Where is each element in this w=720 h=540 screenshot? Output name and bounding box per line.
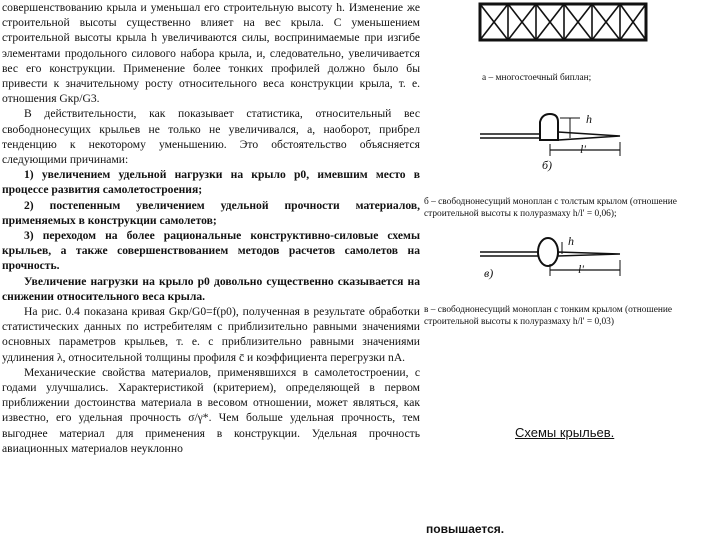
reason-2: 2) постепенным увеличением удельной прочности материалов, применяемых в конструкции самолетов; [2,198,420,227]
paragraph-2: В действительности, как показывает статистика, относительный вес свободнонесущих крыльев не только не увеличивался, а, наоборот, прибрел тенденцию к некоторому уменьшению. Это обстоятельство объясняется следующими причинами: [2,107,420,167]
paragraph-load: Увеличение нагрузки на крыло p0 довольно существенно сказывается на снижении относительного веса крыла. [2,274,420,303]
label-h-v: h [568,234,574,248]
caption-b: б – свободнонесущий моноплан с толстым крылом (отношение строительной высоты к полуразмаху h/l' = 0,06); [424,197,677,219]
paragraph-materials: Механические свойства материалов, применявшихся в самолетостроении, с годами улучшались. Характеристикой (критерием), определяющей в первом приближении достоинства материала в весовом отношении, может являться, как известно, его удельная прочность σ/γ*. Чем больше удельная прочность, тем выгоднее материал для применения в конструкции. Удельная прочность авиационных материалов неуклонно [2,365,420,455]
continued-text: повышается. [426,522,505,536]
thin-monoplane-figure [480,232,630,280]
figure-column [420,0,720,540]
paragraph-1: совершенствованию крыла и уменьшал его строительную высоту h. Изменение же строительной высоты существенно влияет на вес крыла. С уменьшением строительной высоты крыла h увеличиваются силы, воспринимаемые при изгибе элементами продольного силового набора крыла, и, следовательно, увеличивается вес его конструкции. Применение более тонких профилей должно было бы привести к значительному росту относительного веса конструкции крыла, т. е. отношения Gкр/G3. [2,1,420,106]
thick-monoplane-figure [480,110,630,172]
caption-a: а – многостоечный биплан; [482,73,592,83]
reason-3: 3) переходом на более рациональные конструктивно-силовые схемы крыльев, а также совершенствованием методов расчетов самолетов на прочность. [2,229,420,273]
main-text-column [2,0,420,540]
paragraph-figure-ref: На рис. 0.4 показана кривая Gкр/G0=f(p0), полученная в результате обработки статистических данных по истребителям с приблизительно равными значениями основных параметров крыльев, т. е. с приблизительно равными значениями удлинения λ, относительной толщины профиля c̄ и коэффициента перегрузки nA. [2,305,420,364]
label-h-b: h [586,112,592,126]
schemes-title: Схемы крыльев. [515,425,615,440]
reason-1: 1) увеличением удельной нагрузки на крыло p0, имевшим место в процессе развития самолетостроения; [2,168,420,197]
label-l-b: l' [580,142,586,156]
biplane-truss-figure [478,0,648,48]
label-b: б) [542,158,553,172]
label-v: в) [484,266,494,280]
caption-v: в – свободнонесущий моноплан с тонким крылом (отношение строительной высоты к полуразмаху h/l' = 0,03) [424,305,673,327]
label-l-v: l' [578,262,584,276]
